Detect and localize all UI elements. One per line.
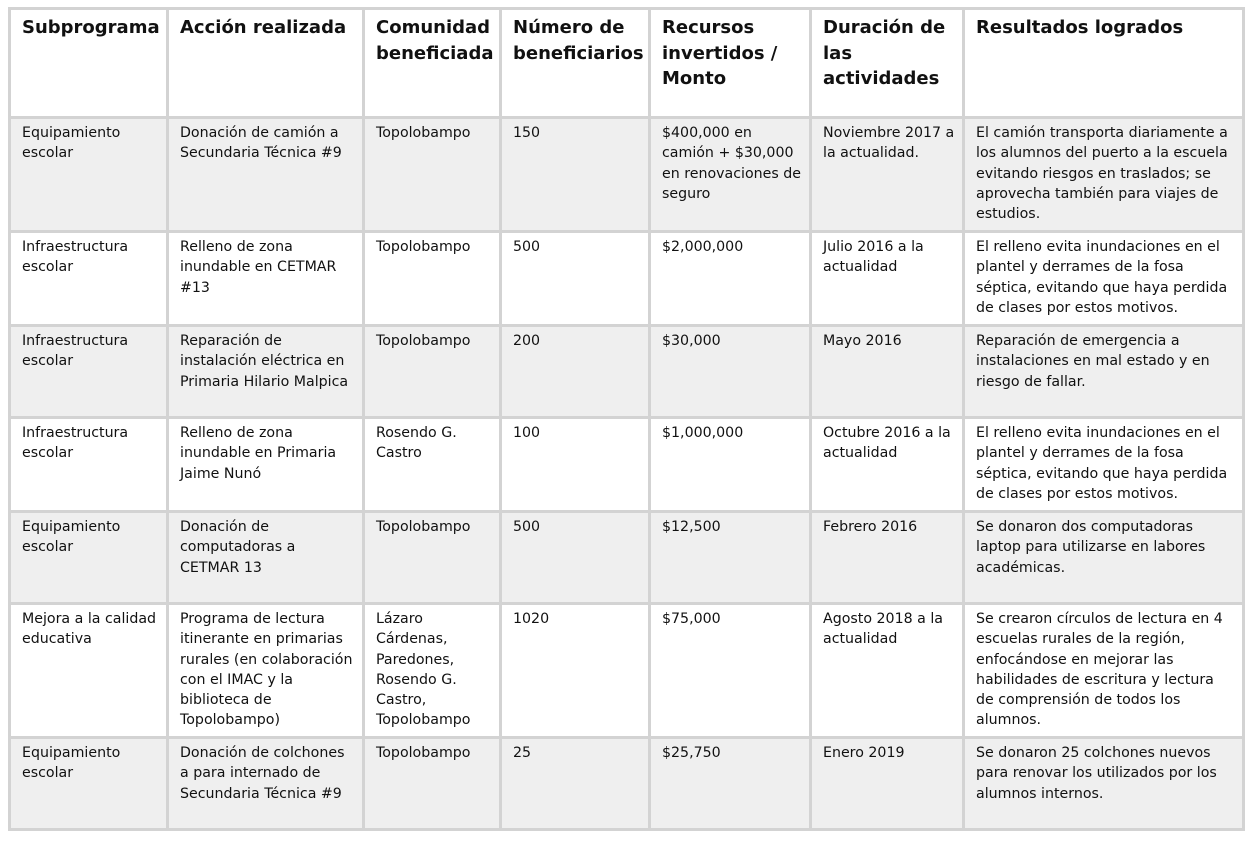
- cell-duracion: Agosto 2018 a la actualidad: [812, 605, 965, 739]
- cell-beneficiarios: 100: [502, 419, 651, 513]
- cell-comunidad: Topolobampo: [365, 513, 502, 605]
- header-subprograma: Subprograma: [11, 10, 169, 119]
- cell-recursos: $1,000,000: [651, 419, 812, 513]
- cell-comunidad: Topolobampo: [365, 233, 502, 327]
- cell-accion: Relleno de zona inundable en CETMAR #13: [169, 233, 365, 327]
- cell-beneficiarios: 200: [502, 327, 651, 419]
- cell-beneficiarios: 1020: [502, 605, 651, 739]
- header-row: [11, 10, 1245, 119]
- cell-resultados: El camión transporta diariamente a los alumnos del puerto a la escuela evitando riesgos en traslados; se aprovecha también para viajes de estudios.: [965, 119, 1245, 233]
- cell-subprograma: Equipamiento escolar: [11, 739, 169, 831]
- cell-duracion: Julio 2016 a la actualidad: [812, 233, 965, 327]
- cell-accion: Reparación de instalación eléctrica en Primaria Hilario Malpica: [169, 327, 365, 419]
- cell-resultados: Se crearon círculos de lectura en 4 escuelas rurales de la región, enfocándose en mejorar las habilidades de escritura y lectura de comprensión de todos los alumnos.: [965, 605, 1245, 739]
- cell-recursos: $25,750: [651, 739, 812, 831]
- cell-duracion: Mayo 2016: [812, 327, 965, 419]
- cell-accion: Donación de colchones a para internado de Secundaria Técnica #9: [169, 739, 365, 831]
- cell-accion: Relleno de zona inundable en Primaria Jaime Nunó: [169, 419, 365, 513]
- cell-beneficiarios: 500: [502, 233, 651, 327]
- cell-accion: Programa de lectura itinerante en primarias rurales (en colaboración con el IMAC y la biblioteca de Topolobampo): [169, 605, 365, 739]
- header-comunidad: Comunidad beneficiada: [365, 10, 502, 119]
- programs-table: [8, 7, 1245, 831]
- cell-comunidad: Lázaro Cárdenas, Paredones, Rosendo G. Castro, Topolobampo: [365, 605, 502, 739]
- cell-recursos: $12,500: [651, 513, 812, 605]
- table-row: [11, 419, 1245, 513]
- cell-comunidad: Rosendo G. Castro: [365, 419, 502, 513]
- cell-comunidad: Topolobampo: [365, 327, 502, 419]
- table-row: [11, 233, 1245, 327]
- cell-subprograma: Infraestructura escolar: [11, 419, 169, 513]
- header-accion: Acción realizada: [169, 10, 365, 119]
- header-duracion: Duración de las actividades: [812, 10, 965, 119]
- cell-beneficiarios: 25: [502, 739, 651, 831]
- table-row: [11, 513, 1245, 605]
- header-beneficiarios: Número de beneficiarios: [502, 10, 651, 119]
- table-row: [11, 605, 1245, 739]
- header-recursos: Recursos invertidos / Monto: [651, 10, 812, 119]
- table-row: [11, 327, 1245, 419]
- cell-beneficiarios: 500: [502, 513, 651, 605]
- cell-duracion: Enero 2019: [812, 739, 965, 831]
- cell-recursos: $30,000: [651, 327, 812, 419]
- cell-subprograma: Infraestructura escolar: [11, 233, 169, 327]
- cell-subprograma: Infraestructura escolar: [11, 327, 169, 419]
- cell-subprograma: Equipamiento escolar: [11, 119, 169, 233]
- cell-resultados: Reparación de emergencia a instalaciones en mal estado y en riesgo de fallar.: [965, 327, 1245, 419]
- cell-subprograma: Equipamiento escolar: [11, 513, 169, 605]
- cell-recursos: $400,000 en camión + $30,000 en renovaciones de seguro: [651, 119, 812, 233]
- cell-duracion: Noviembre 2017 a la actualidad.: [812, 119, 965, 233]
- cell-duracion: Febrero 2016: [812, 513, 965, 605]
- cell-beneficiarios: 150: [502, 119, 651, 233]
- header-resultados: Resultados logrados: [965, 10, 1245, 119]
- cell-recursos: $75,000: [651, 605, 812, 739]
- table-row: [11, 739, 1245, 831]
- cell-accion: Donación de computadoras a CETMAR 13: [169, 513, 365, 605]
- cell-comunidad: Topolobampo: [365, 739, 502, 831]
- cell-comunidad: Topolobampo: [365, 119, 502, 233]
- cell-recursos: $2,000,000: [651, 233, 812, 327]
- cell-resultados: Se donaron 25 colchones nuevos para renovar los utilizados por los alumnos internos.: [965, 739, 1245, 831]
- cell-resultados: El relleno evita inundaciones en el plantel y derrames de la fosa séptica, evitando que haya perdida de clases por estos motivos.: [965, 419, 1245, 513]
- cell-duracion: Octubre 2016 a la actualidad: [812, 419, 965, 513]
- cell-resultados: El relleno evita inundaciones en el plantel y derrames de la fosa séptica, evitando que haya perdida de clases por estos motivos.: [965, 233, 1245, 327]
- cell-accion: Donación de camión a Secundaria Técnica #9: [169, 119, 365, 233]
- table-row: [11, 119, 1245, 233]
- cell-subprograma: Mejora a la calidad educativa: [11, 605, 169, 739]
- cell-resultados: Se donaron dos computadoras laptop para utilizarse en labores académicas.: [965, 513, 1245, 605]
